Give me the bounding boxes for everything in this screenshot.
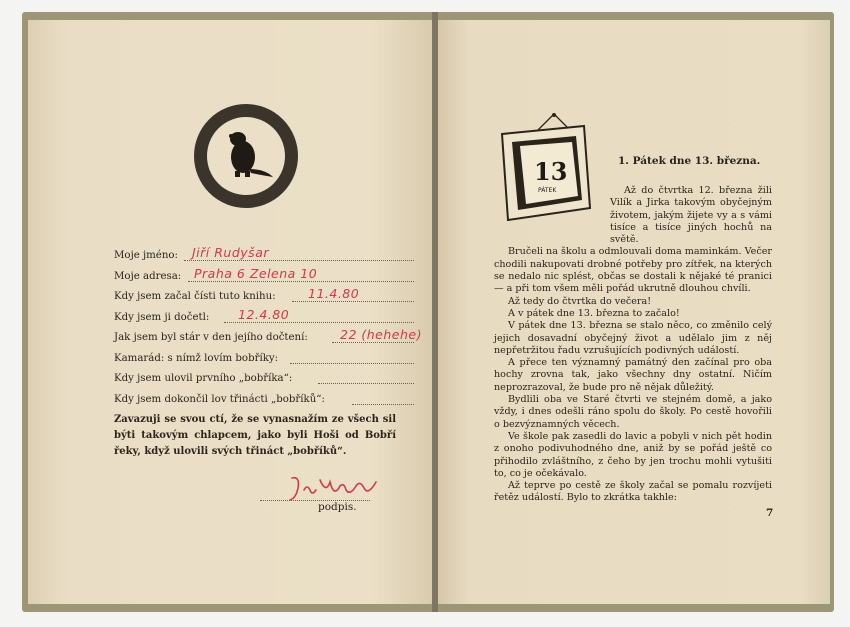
form-row-name [114, 246, 414, 267]
handwritten-value: 11.4.80 [308, 286, 360, 301]
paragraph: A v pátek dne 13. března to začalo! [508, 307, 680, 319]
form-row-start-date [114, 287, 414, 308]
form-row-friend [114, 349, 414, 370]
beaver-icon [207, 117, 285, 195]
paragraph: Bručeli na školu a odmlouvali doma maminkám. Večer chodili nakupovati drobné potřeby pro zítřek, na kterých se nedalo nic splést, občas se dostali k nějaké té pranici — a při tom všem měli pořád ukrutně dlouhou chvíli. [494, 246, 772, 295]
form-label: Kdy jsem dokončil lov třinácti „bobříků“: [114, 393, 325, 405]
form-row-address [114, 267, 414, 288]
open-book [22, 12, 834, 612]
form-label: Jak jsem byl stár v den jejího dočtení: [114, 332, 308, 343]
paragraph: Ve škole pak zasedli do lavic a pobyli v nich pět hodin z onoho podivuhodného dne, aniž by se pořád ještě co přihodilo zvláštního, z čeho by jen trochu mohli vytušiti to, co je očekávalo. [494, 430, 772, 479]
paragraph: Bydlili oba ve Staré čtvrti ve stejném domě, a jako vždy, i dnes odešli ráno spolu do školy. Po cestě hovořili o bezvýznamných věcech. [494, 394, 772, 430]
form-row-first-beaver [114, 369, 414, 390]
pledge-text: Zavazuji se svou ctí, že se vynasnažím ze všech sil býti takovým chlapcem, jako byli Hoši od Bobří řeky, když ulovili svých třináct „bobříků“. [114, 414, 396, 457]
paragraph: Až tedy do čtvrtka do večera! [508, 295, 652, 307]
form-label: Kdy jsem ulovil prvního „bobříka“: [114, 373, 293, 384]
paragraph: V pátek dne 13. března se stalo něco, co změnilo celý jejich dosavadní obyčejný život a udělalo jim z něj nepřetržitou řadu vzrušujících podivných událostí. [494, 320, 772, 356]
form-label: Moje jméno: [114, 250, 178, 261]
calendar-weekday: PÁTEK [538, 187, 557, 194]
form-row-finish-date [114, 308, 414, 329]
handwritten-value: 22 (hehehe) [340, 327, 422, 342]
handwritten-value: Praha 6 Zelena 10 [194, 265, 318, 281]
form-row-last-beaver [114, 390, 414, 411]
right-page [438, 20, 830, 604]
handwritten-value: 12.4.80 [238, 306, 290, 322]
paragraph: A přece ten významný památný den začínal pro oba hochy zrovna tak, jako všechny dny ostatní. Ničím neprozrazoval, že bude pro ně nějak důležitý. [494, 357, 772, 393]
beaver-emblem [194, 104, 298, 208]
paragraph: Až teprve po cestě ze školy začal se pomalu rozvíjeti řetěz událostí. Bylo to zkrátka takhle: [494, 480, 772, 504]
form-label: Kdy jsem začal čísti tuto knihu: [114, 291, 276, 302]
chapter-body [494, 185, 772, 505]
calendar-day: 13 [534, 157, 568, 186]
chapter-title: 1. Pátek dne 13. března. [618, 155, 761, 167]
form-label: Kdy jsem ji dočetl: [114, 311, 210, 323]
reader-form [114, 245, 422, 410]
signature-label: podpis. [318, 501, 357, 513]
paragraph: Až do čtvrtka 12. března žili Vilík a Jirka takovým obyčejným životem, jakým žijete vy a s vámi tisíce a tisíce jiných hochů na světě. [610, 185, 772, 246]
left-page [28, 20, 432, 604]
form-label: Moje adresa: [114, 270, 182, 282]
form-label: Kamarád: s nímž lovím bobříky: [114, 352, 279, 364]
handwritten-value: Jiří Rudyšar [192, 245, 269, 260]
page-number: 7 [766, 507, 774, 519]
form-row-age [114, 327, 422, 349]
